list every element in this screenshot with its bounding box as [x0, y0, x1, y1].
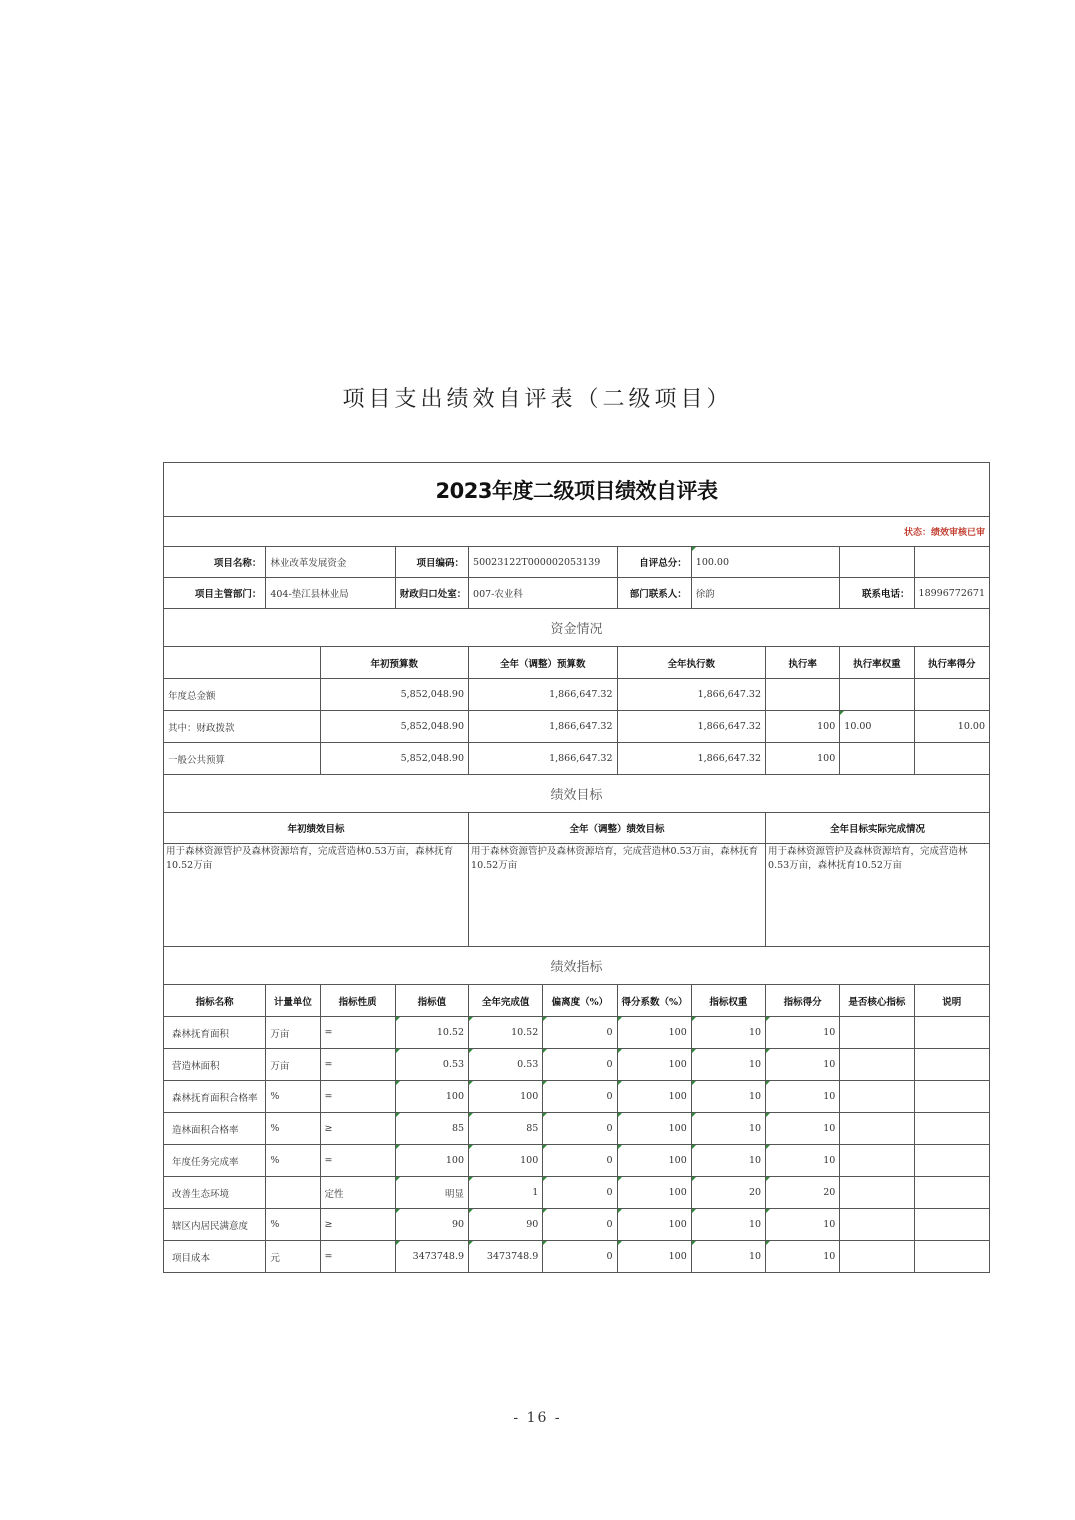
ind-name-cell: 森林抚育面积	[164, 1017, 266, 1049]
ind-core-cell	[840, 1209, 914, 1241]
ind-coefficient-cell: 100	[617, 1081, 691, 1113]
funds-header-initial: 年初预算数	[320, 647, 469, 679]
table-row	[164, 1017, 990, 1049]
funds-row-label: 一般公共预算	[164, 743, 321, 775]
ind-actual-cell: 85	[469, 1113, 543, 1145]
ind-actual-cell: 10.52	[469, 1017, 543, 1049]
table-row	[164, 1177, 990, 1209]
ind-weight-cell: 10	[691, 1145, 765, 1177]
empty-cell	[840, 547, 914, 578]
ind-header-score: 指标得分	[766, 985, 840, 1017]
ind-score-cell: 10	[766, 1113, 840, 1145]
ind-score-cell: 10	[766, 1209, 840, 1241]
funds-header-blank	[164, 647, 321, 679]
ind-weight-cell: 10	[691, 1209, 765, 1241]
ind-header-name: 指标名称	[164, 985, 266, 1017]
ind-value-cell: 0.53	[395, 1049, 468, 1081]
ind-actual-cell: 3473748.9	[469, 1241, 543, 1273]
contact-label: 部门联系人：	[617, 578, 691, 609]
ind-header-value: 指标值	[395, 985, 468, 1017]
ind-nature-cell: =	[320, 1081, 395, 1113]
indicators-section-title: 绩效指标	[164, 947, 990, 985]
ind-name-cell: 营造林面积	[164, 1049, 266, 1081]
ind-deviation-cell: 0	[543, 1017, 617, 1049]
goals-header-initial: 年初绩效目标	[164, 813, 469, 844]
empty-cell	[914, 547, 989, 578]
ind-header-core: 是否核心指标	[840, 985, 914, 1017]
funds-cell: 1,866,647.32	[469, 743, 618, 775]
status-label: 状态：绩效审核已审	[164, 517, 990, 547]
ind-header-coefficient: 得分系数（%）	[617, 985, 691, 1017]
funds-cell: 1,866,647.32	[617, 679, 766, 711]
ind-coefficient-cell: 100	[617, 1241, 691, 1273]
ind-note-cell	[914, 1113, 989, 1145]
ind-deviation-cell: 0	[543, 1081, 617, 1113]
phone-value: 18996772671	[914, 578, 989, 609]
ind-name-cell: 改善生态环境	[164, 1177, 266, 1209]
ind-deviation-cell: 0	[543, 1177, 617, 1209]
ind-value-cell: 100	[395, 1145, 468, 1177]
ind-unit-cell: %	[266, 1209, 320, 1241]
score-value: 100.00	[691, 547, 840, 578]
ind-weight-cell: 10	[691, 1241, 765, 1273]
ind-coefficient-cell: 100	[617, 1209, 691, 1241]
contact-value: 徐韵	[691, 578, 840, 609]
funds-header-weight: 执行率权重	[840, 647, 914, 679]
goals-text-adjusted: 用于森林资源管护及森林资源培育，完成营造林0.53万亩，森林抚育10.52万亩	[469, 844, 766, 947]
goals-text-initial: 用于森林资源管护及森林资源培育，完成营造林0.53万亩，森林抚育10.52万亩	[164, 844, 469, 947]
funds-cell: 100	[766, 743, 840, 775]
ind-score-cell: 10	[766, 1081, 840, 1113]
funds-section-title: 资金情况	[164, 609, 990, 647]
ind-unit-cell: %	[266, 1081, 320, 1113]
ind-unit-cell: 万亩	[266, 1017, 320, 1049]
ind-core-cell	[840, 1113, 914, 1145]
ind-name-cell: 辖区内居民满意度	[164, 1209, 266, 1241]
ind-nature-cell: ≥	[320, 1113, 395, 1145]
ind-unit-cell	[266, 1177, 320, 1209]
funds-header-score: 执行率得分	[914, 647, 989, 679]
ind-weight-cell: 10	[691, 1017, 765, 1049]
ind-core-cell	[840, 1049, 914, 1081]
ind-coefficient-cell: 100	[617, 1113, 691, 1145]
funds-row-label: 其中：财政拨款	[164, 711, 321, 743]
funds-cell	[914, 743, 989, 775]
office-value: 007-农业科	[469, 578, 618, 609]
ind-deviation-cell: 0	[543, 1113, 617, 1145]
table-row	[164, 1241, 990, 1273]
ind-weight-cell: 10	[691, 1049, 765, 1081]
ind-unit-cell: %	[266, 1113, 320, 1145]
ind-unit-cell: %	[266, 1145, 320, 1177]
funds-cell: 10.00	[840, 711, 914, 743]
ind-score-cell: 10	[766, 1145, 840, 1177]
ind-note-cell	[914, 1017, 989, 1049]
ind-core-cell	[840, 1017, 914, 1049]
ind-deviation-cell: 0	[543, 1241, 617, 1273]
page-title: 项目支出绩效自评表（二级项目）	[342, 387, 733, 412]
ind-value-cell: 3473748.9	[395, 1241, 468, 1273]
funds-cell	[766, 679, 840, 711]
ind-core-cell	[840, 1177, 914, 1209]
evaluation-table	[163, 462, 990, 1273]
ind-header-nature: 指标性质	[320, 985, 395, 1017]
ind-weight-cell: 10	[691, 1081, 765, 1113]
ind-name-cell: 项目成本	[164, 1241, 266, 1273]
funds-cell: 1,866,647.32	[469, 679, 618, 711]
ind-header-weight: 指标权重	[691, 985, 765, 1017]
ind-value-cell: 90	[395, 1209, 468, 1241]
table-row	[164, 1145, 990, 1177]
funds-cell	[914, 679, 989, 711]
ind-note-cell	[914, 1049, 989, 1081]
dept-value: 404-垫江县林业局	[266, 578, 395, 609]
evaluation-sheet	[163, 462, 990, 1273]
ind-actual-cell: 90	[469, 1209, 543, 1241]
ind-score-cell: 20	[766, 1177, 840, 1209]
indicator-rows	[164, 1017, 990, 1273]
funds-cell	[840, 679, 914, 711]
ind-nature-cell: =	[320, 1241, 395, 1273]
project-name-value: 林业改革发展资金	[266, 547, 395, 578]
funds-cell: 1,866,647.32	[617, 743, 766, 775]
ind-note-cell	[914, 1177, 989, 1209]
goals-header-actual: 全年目标实际完成情况	[766, 813, 990, 844]
ind-header-deviation: 偏离度（%）	[543, 985, 617, 1017]
office-label: 财政归口处室：	[395, 578, 468, 609]
funds-cell: 5,852,048.90	[320, 743, 469, 775]
funds-row-label: 年度总金额	[164, 679, 321, 711]
ind-weight-cell: 10	[691, 1113, 765, 1145]
ind-value-cell: 100	[395, 1081, 468, 1113]
ind-unit-cell: 万亩	[266, 1049, 320, 1081]
funds-cell: 1,866,647.32	[469, 711, 618, 743]
ind-actual-cell: 1	[469, 1177, 543, 1209]
table-title: 2023年度二级项目绩效自评表	[164, 463, 990, 517]
goals-section-title: 绩效目标	[164, 775, 990, 813]
project-name-label: 项目名称：	[164, 547, 266, 578]
table-row	[164, 1209, 990, 1241]
ind-unit-cell: 元	[266, 1241, 320, 1273]
funds-cell: 1,866,647.32	[617, 711, 766, 743]
ind-nature-cell: =	[320, 1145, 395, 1177]
ind-value-cell: 明显	[395, 1177, 468, 1209]
ind-nature-cell: 定性	[320, 1177, 395, 1209]
ind-score-cell: 10	[766, 1017, 840, 1049]
ind-score-cell: 10	[766, 1241, 840, 1273]
funds-cell: 5,852,048.90	[320, 679, 469, 711]
page-number: - 16 -	[513, 1410, 562, 1426]
project-code-label: 项目编码：	[395, 547, 468, 578]
ind-nature-cell: =	[320, 1049, 395, 1081]
ind-note-cell	[914, 1081, 989, 1113]
funds-cell: 10.00	[914, 711, 989, 743]
ind-core-cell	[840, 1145, 914, 1177]
table-row	[164, 1081, 990, 1113]
ind-deviation-cell: 0	[543, 1145, 617, 1177]
ind-score-cell: 10	[766, 1049, 840, 1081]
ind-header-actual: 全年完成值	[469, 985, 543, 1017]
ind-value-cell: 85	[395, 1113, 468, 1145]
funds-cell	[840, 743, 914, 775]
dept-label: 项目主管部门：	[164, 578, 266, 609]
ind-weight-cell: 20	[691, 1177, 765, 1209]
ind-coefficient-cell: 100	[617, 1145, 691, 1177]
ind-name-cell: 年度任务完成率	[164, 1145, 266, 1177]
ind-nature-cell: ≥	[320, 1209, 395, 1241]
project-code-value: 50023122T000002053139	[469, 547, 618, 578]
ind-deviation-cell: 0	[543, 1049, 617, 1081]
ind-actual-cell: 0.53	[469, 1049, 543, 1081]
funds-cell: 5,852,048.90	[320, 711, 469, 743]
ind-name-cell: 森林抚育面积合格率	[164, 1081, 266, 1113]
ind-core-cell	[840, 1081, 914, 1113]
ind-coefficient-cell: 100	[617, 1049, 691, 1081]
ind-header-unit: 计量单位	[266, 985, 320, 1017]
funds-cell: 100	[766, 711, 840, 743]
table-row	[164, 1049, 990, 1081]
ind-nature-cell: =	[320, 1017, 395, 1049]
ind-core-cell	[840, 1241, 914, 1273]
goals-header-adjusted: 全年（调整）绩效目标	[469, 813, 766, 844]
goals-text-actual: 用于森林资源管护及森林资源培育，完成营造林0.53万亩，森林抚育10.52万亩	[766, 844, 990, 947]
ind-actual-cell: 100	[469, 1145, 543, 1177]
funds-header-rate: 执行率	[766, 647, 840, 679]
funds-header-executed: 全年执行数	[617, 647, 766, 679]
ind-deviation-cell: 0	[543, 1209, 617, 1241]
phone-label: 联系电话：	[840, 578, 914, 609]
ind-note-cell	[914, 1241, 989, 1273]
ind-name-cell: 造林面积合格率	[164, 1113, 266, 1145]
ind-note-cell	[914, 1209, 989, 1241]
ind-coefficient-cell: 100	[617, 1177, 691, 1209]
ind-header-note: 说明	[914, 985, 989, 1017]
score-label: 自评总分：	[617, 547, 691, 578]
table-row	[164, 1113, 990, 1145]
funds-header-adjusted: 全年（调整）预算数	[469, 647, 618, 679]
ind-value-cell: 10.52	[395, 1017, 468, 1049]
ind-actual-cell: 100	[469, 1081, 543, 1113]
ind-note-cell	[914, 1145, 989, 1177]
ind-coefficient-cell: 100	[617, 1017, 691, 1049]
